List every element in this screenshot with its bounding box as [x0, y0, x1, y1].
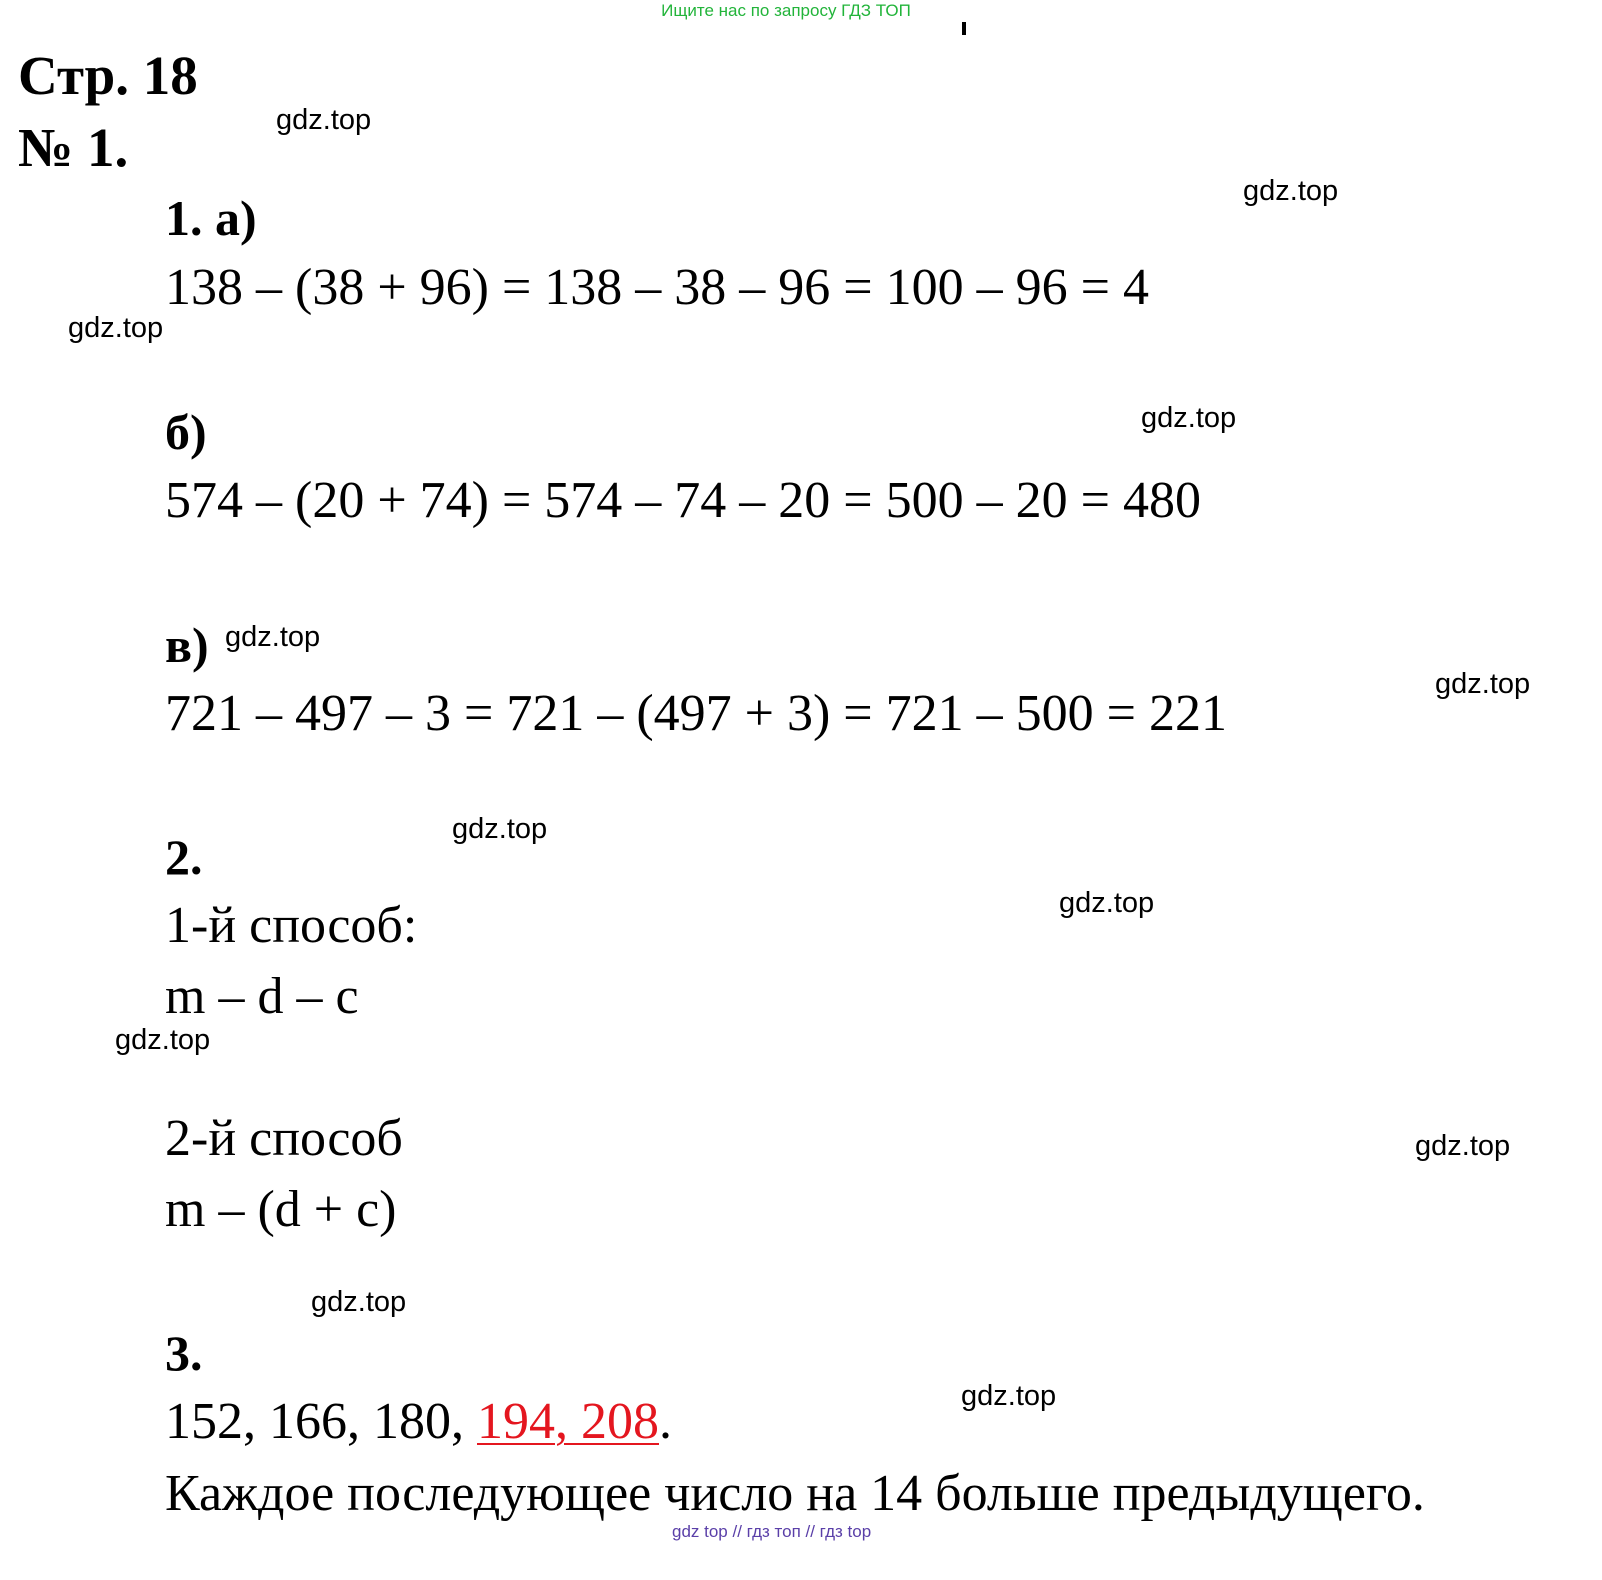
- part3-label: 3.: [165, 1325, 203, 1381]
- watermark: gdz.top: [961, 1380, 1057, 1412]
- watermark: gdz.top: [1435, 668, 1531, 700]
- part2-label: 2.: [165, 829, 203, 885]
- part2-way1-expression: m – d – c: [165, 968, 359, 1025]
- watermark: gdz.top: [1059, 887, 1155, 919]
- watermark: gdz.top: [1243, 175, 1339, 207]
- search-banner: Ищите нас по запросу ГДЗ ТОП: [661, 1, 911, 20]
- part1-a-expression: 138 – (38 + 96) = 138 – 38 – 96 = 100 – 96 = 4: [165, 259, 1149, 316]
- part2-way2-label: 2-й способ: [165, 1110, 403, 1167]
- watermark: gdz.top: [68, 312, 164, 344]
- watermark: gdz.top: [452, 813, 548, 845]
- part1-v-label: в): [165, 617, 209, 673]
- part2-way1-label: 1-й способ:: [165, 897, 418, 954]
- task-number: № 1.: [18, 117, 129, 178]
- part1-a-label: 1. а): [165, 190, 257, 246]
- watermark: gdz.top: [1141, 402, 1237, 434]
- watermark: gdz.top: [311, 1286, 407, 1318]
- footer-watermark: gdz top // гдз топ // гдз top: [672, 1522, 872, 1541]
- part3-explanation: Каждое последующее число на 14 больше предыдущего.: [165, 1465, 1425, 1522]
- sequence-given: 152, 166, 180,: [165, 1393, 477, 1450]
- part1-b-label: б): [165, 404, 207, 460]
- sequence-end: .: [659, 1393, 672, 1450]
- part2-way2-expression: m – (d + c): [165, 1181, 397, 1238]
- part1-v-expression: 721 – 497 – 3 = 721 – (497 + 3) = 721 – 500 = 221: [165, 685, 1227, 742]
- watermark: gdz.top: [115, 1024, 211, 1056]
- watermark: gdz.top: [225, 621, 321, 653]
- page-title: Стр. 18: [18, 45, 198, 106]
- top-edge-mark: [962, 22, 966, 35]
- part3-sequence: [165, 1393, 672, 1451]
- sequence-answer: 194, 208: [477, 1393, 659, 1450]
- part1-b-expression: 574 – (20 + 74) = 574 – 74 – 20 = 500 – 20 = 480: [165, 472, 1201, 529]
- watermark: gdz.top: [1415, 1130, 1511, 1162]
- watermark: gdz.top: [276, 104, 372, 136]
